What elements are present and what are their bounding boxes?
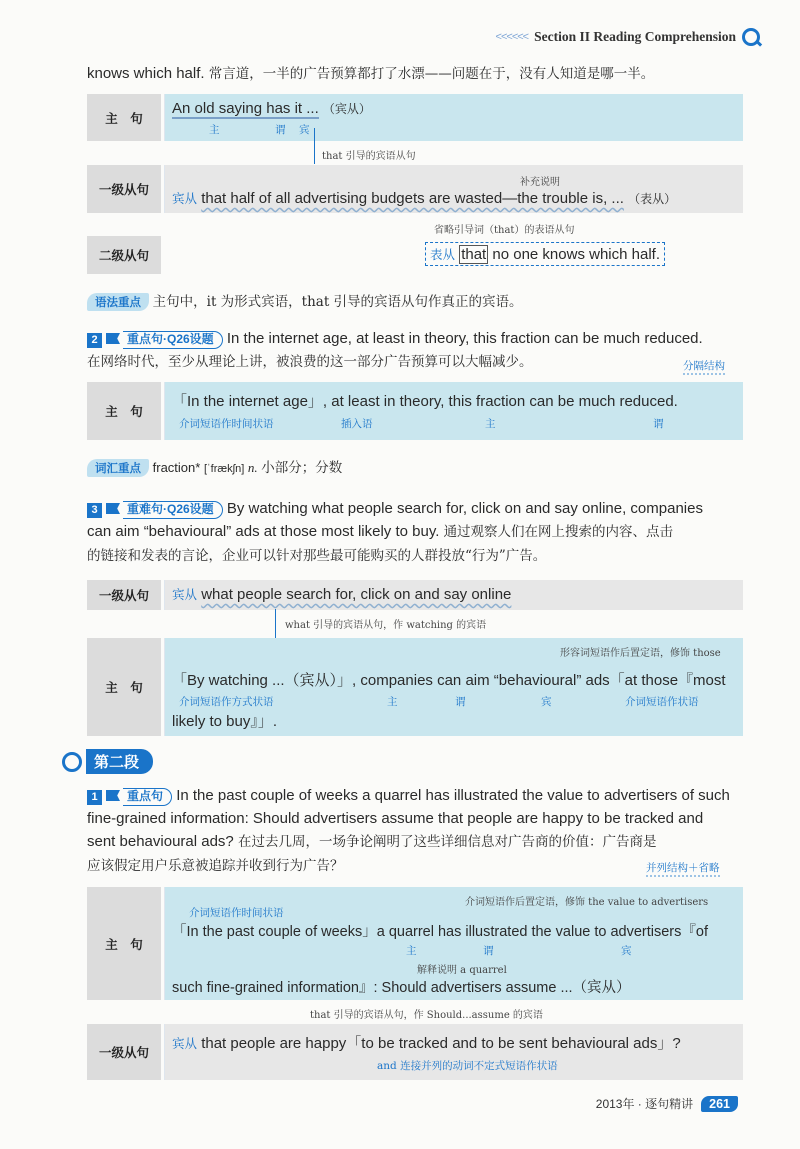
grammar-pill: 语法重点 (87, 293, 149, 311)
row-label: 二级从句 (87, 236, 164, 274)
vocab-word: fraction* (152, 460, 201, 475)
s3-row2-text1: 「By watching ...（宾从）」, companies can aim “behavioural” ads「at those『most (172, 672, 726, 689)
page-number: 261 (701, 1096, 738, 1112)
page-header (496, 28, 760, 46)
footer-text: 2013年 · 逐句精讲 (595, 1097, 694, 1111)
connector-line (275, 609, 276, 639)
s3-cn2: 的链接和发表的言论，企业可以针对那些最可能购买的人群投放“行为”广告。 (87, 548, 547, 564)
row-label: 主 句 (87, 94, 164, 141)
s3-en2: can aim “behavioural” ads at those most likely to buy. (87, 523, 440, 540)
s4-row-main (87, 887, 743, 1000)
sentence-number: 2 (87, 333, 102, 348)
s2-en: In the internet age, at least in theory, this fraction can be much reduced. (226, 330, 703, 347)
t1-main-text: An old saying has it ... (172, 100, 319, 117)
s2-row-text: 「In the internet age」, at least in theory, this fraction can be much reduced. (172, 393, 678, 410)
row-cell (165, 638, 743, 736)
s4-link: that 引导的宾语从句，作 Should...assume 的宾语 (310, 1010, 543, 1021)
grammar-note (87, 290, 523, 311)
s4-row-clause (87, 1024, 743, 1080)
t1-row-clause1 (87, 165, 743, 213)
s4-row1-text2: such fine-grained information』: Should advertisers assume ...（宾从） (172, 980, 631, 996)
s3-gram5: 介词短语作状语 (625, 696, 699, 708)
page-footer (596, 1095, 738, 1112)
clause-prefix: 表从 (430, 247, 456, 262)
s4-para (87, 784, 743, 878)
row-cell (165, 94, 743, 141)
row-cell (165, 165, 743, 213)
s4-gram3: 宾 (621, 945, 632, 957)
s4-row2-text: that people are happy「to be tracked and to be sent behavioural ads」? (201, 1035, 681, 1052)
s3-en1: By watching what people search for, click on and say online, companies (226, 500, 703, 517)
s3-gram2: 主 (387, 696, 398, 708)
s3-row-main (87, 638, 743, 736)
sentence-number: 3 (87, 503, 102, 518)
search-q-icon (742, 28, 760, 46)
s3-row1-text: what people search for, click on and say online (201, 586, 512, 603)
vocab-note (87, 456, 342, 477)
s4-hint: 并列结构＋省略 (646, 860, 720, 877)
row-label: 一级从句 (87, 1024, 164, 1080)
t1-link1: that 引导的宾语从句 (322, 151, 416, 162)
s4-cn2: 应该假定用户乐意被追踪并收到行为广告？ (87, 858, 344, 874)
clause-prefix: 宾从 (172, 587, 198, 602)
clause-prefix: 宾从 (172, 191, 198, 206)
sentence-tag: 重点句 (123, 788, 172, 806)
label-subject: 主 (209, 124, 220, 136)
s3-row-clause (87, 580, 743, 610)
vocab-phonetic: [ˈfrækʃn] (203, 463, 245, 475)
clause-prefix: 宾从 (172, 1036, 198, 1051)
s2-para (87, 327, 743, 374)
s4-note2: 介词短语作后置定语，修饰 the value to advertisers (465, 897, 709, 908)
flag-icon (106, 790, 120, 801)
s4-gram1: 主 (406, 945, 417, 957)
row-label: 一级从句 (87, 165, 164, 213)
flag-icon (106, 503, 120, 514)
intro-line (87, 62, 743, 86)
s3-row2-text2: likely to buy』」. (172, 713, 278, 730)
s3-gram1: 介词短语作方式状语 (179, 696, 274, 708)
s4-gram2: 谓 (483, 945, 494, 957)
s4-en1: In the past couple of weeks a quarrel has illustrated the value to advertisers of such (176, 787, 730, 804)
grammar-text: 主句中，it 为形式宾语，that 引导的宾语从句作真正的宾语。 (152, 294, 523, 310)
vocab-def: 小部分；分数 (261, 460, 343, 476)
s3-cn1: 通过观察人们在网上搜索的内容、点击 (443, 524, 674, 540)
intro-en: knows which half. (87, 65, 205, 82)
row-label: 主 句 (87, 638, 164, 736)
s4-row1-text1: 「In the past couple of weeks」a quarrel has illustrated the value to advertisers『of (172, 924, 708, 940)
row-label: 主 句 (87, 887, 164, 1000)
t1-row3-that: that (461, 246, 487, 263)
t1-row3-box (425, 242, 665, 266)
row-cell (165, 1024, 743, 1080)
row-label: 主 句 (87, 382, 164, 440)
t1-main-tag: （宾从） (322, 102, 371, 116)
t1-row-clause2 (87, 236, 743, 274)
t1-row2-tag: （表从） (628, 192, 677, 206)
section-label: Section II Reading Comprehension (534, 29, 736, 44)
s2-row-main (87, 382, 743, 440)
s2-cn: 在网络时代，至少从理论上讲，被浪费的这一部分广告预算可以大幅减少。 (87, 354, 533, 370)
section-heading (62, 749, 153, 774)
s2-gram4: 谓 (653, 418, 664, 430)
row-cell (165, 580, 743, 610)
s2-gram1: 介词短语作时间状语 (179, 418, 274, 430)
sentence-tag: 重点句·Q26设题 (123, 331, 223, 349)
s4-note1: 介词短语作时间状语 (189, 907, 284, 919)
row-cell (165, 887, 743, 1000)
t1-row2-text: that half of all advertising budgets are wasted—the trouble is, ... (201, 190, 624, 207)
flag-icon (106, 333, 120, 344)
row-cell (165, 382, 743, 440)
s4-en2: fine-grained information: Should advertisers assume that people are happy to be tracked and (87, 810, 704, 827)
s4-row2-note: and 连接并列的动词不定式短语作状语 (377, 1060, 558, 1072)
t1-row-main (87, 94, 743, 141)
s4-cn1: 在过去几周，一场争论阐明了这些详细信息对广告商的价值：广告商是 (237, 834, 657, 850)
vocab-pos: n. (247, 460, 258, 475)
sentence-tag: 重难句·Q26设题 (123, 501, 223, 519)
t1-link2: 省略引导词（that）的表语从句 (434, 225, 575, 236)
connector-line (314, 128, 315, 164)
s3-para (87, 497, 743, 568)
intro-cn: 常言道，一半的广告预算都打了水漂——问题在于，没有人知道是哪一半。 (208, 66, 655, 82)
s3-gram3: 谓 (455, 696, 466, 708)
s2-gram3: 主 (485, 418, 496, 430)
s4-gram4: 解释说明 a quarrel (417, 965, 507, 976)
section-title: 第二段 (86, 749, 153, 774)
s3-gram4: 宾 (541, 696, 552, 708)
s3-link: what 引导的宾语从句，作 watching 的宾语 (285, 620, 487, 631)
vocab-pill: 词汇重点 (87, 459, 149, 477)
s2-gram2: 插入语 (341, 418, 373, 430)
t1-row3-text: no one knows which half. (492, 246, 660, 263)
arrows-icon: <<<<<< (495, 31, 529, 43)
sentence-number: 1 (87, 790, 102, 805)
s2-hint: 分隔结构 (683, 358, 725, 375)
t1-row2-note: 补充说明 (520, 177, 560, 188)
s3-row2-note: 形容词短语作后置定语，修饰 those (560, 648, 721, 659)
label-object: 宾 (299, 124, 310, 136)
search-q-icon (62, 752, 82, 772)
label-predicate: 谓 (275, 124, 286, 136)
s4-en3: sent behavioural ads? (87, 833, 234, 850)
row-label: 一级从句 (87, 580, 164, 610)
